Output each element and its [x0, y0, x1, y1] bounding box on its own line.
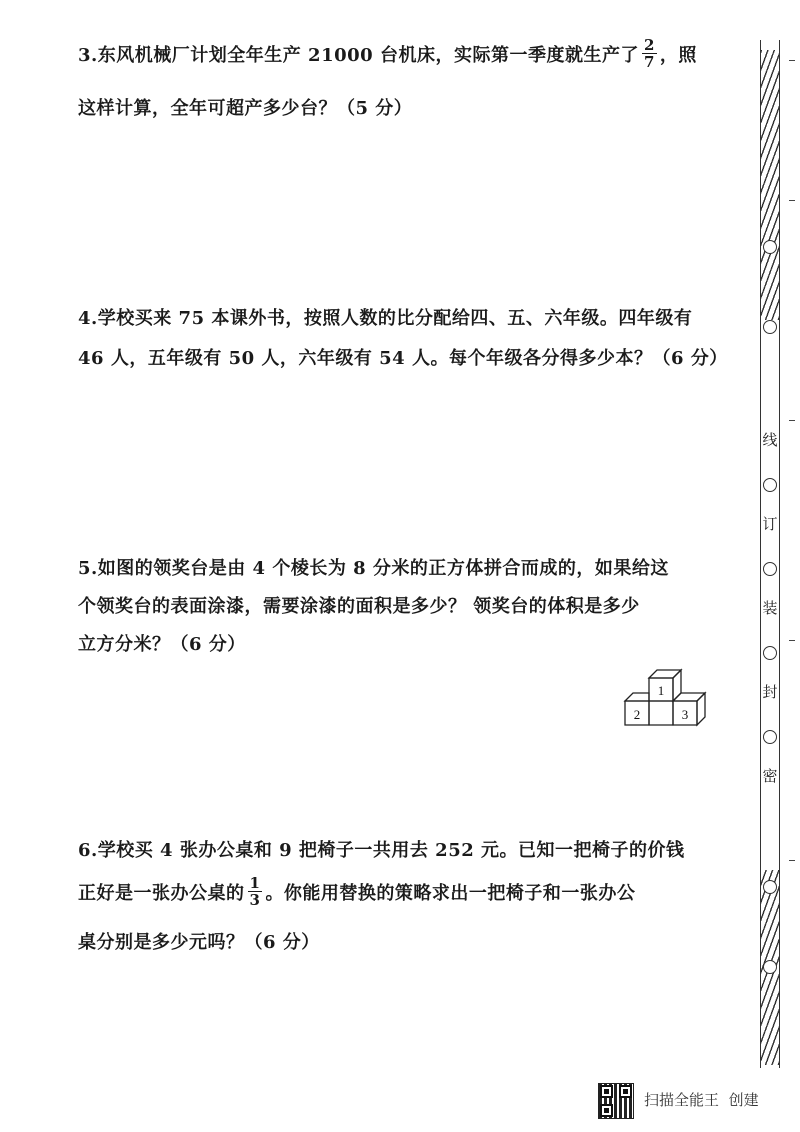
- binding-circle: [763, 646, 777, 660]
- binding-strip: [760, 40, 780, 1068]
- binding-char-xian: 线: [762, 431, 778, 449]
- edge-tick: [789, 420, 795, 421]
- qr-finder: [600, 1104, 613, 1117]
- podium-figure: [620, 665, 720, 735]
- binding-circle: [763, 730, 777, 744]
- question-6-line-2: [78, 874, 636, 910]
- binding-circle: [763, 960, 777, 974]
- binding-char-ding: 订: [762, 515, 778, 533]
- podium-cube-2-top: [625, 693, 649, 701]
- question-6-text-b: 。你能用替换的策略求出一把椅子和一张办公: [265, 883, 636, 904]
- fraction-denominator: 7: [643, 53, 655, 71]
- podium-label-1: 1: [657, 683, 665, 698]
- question-5-line-3: 立方分米？（6 分）: [78, 634, 246, 655]
- question-6-text-a: 正好是一张办公桌的: [78, 883, 245, 904]
- question-3-line-1: [78, 36, 697, 72]
- watermark-text: [644, 1089, 759, 1110]
- binding-margin: [745, 0, 795, 1075]
- fraction-two-sevenths: [642, 38, 657, 70]
- question-4-line-1: 4.学校买来 75 本课外书，按照人数的比分配给四、五、六年级。四年级有: [78, 308, 693, 329]
- binding-circle: [763, 320, 777, 334]
- qr-finder: [600, 1085, 613, 1098]
- binding-char-zhuang: 装: [762, 599, 778, 617]
- binding-circle: [763, 240, 777, 254]
- question-4-line-2: 46 人，五年级有 50 人，六年级有 54 人。每个年级各分得多少本？（6 分）: [78, 348, 728, 369]
- podium-cube-base: [649, 701, 673, 725]
- watermark-app-name: 扫描全能王: [644, 1091, 720, 1109]
- fraction-denominator: 3: [249, 891, 261, 909]
- podium-label-3: 3: [681, 707, 689, 722]
- podium-cube-3-side: [697, 693, 705, 725]
- binding-circle: [763, 478, 777, 492]
- podium-label-2: 2: [633, 707, 641, 722]
- edge-tick: [789, 640, 795, 641]
- fraction-numerator: 2: [643, 36, 655, 54]
- question-3-text-b: ，照: [659, 45, 697, 66]
- question-3-text-a: 3.东风机械厂计划全年生产 21000 台机床，实际第一季度就生产了: [78, 45, 639, 66]
- binding-circle: [763, 880, 777, 894]
- question-5-line-1: 5.如图的领奖台是由 4 个棱长为 8 分米的正方体拼合而成的，如果给这: [78, 558, 669, 579]
- qr-code-icon: [598, 1083, 634, 1119]
- question-6-line-3: 桌分别是多少元吗？（6 分）: [78, 932, 320, 953]
- binding-char-mi: 密: [762, 767, 778, 785]
- question-6-line-1: 6.学校买 4 张办公桌和 9 把椅子一共用去 252 元。已知一把椅子的价钱: [78, 840, 685, 861]
- fraction-one-third: [248, 876, 263, 908]
- binding-char-feng: 封: [762, 683, 778, 701]
- fraction-numerator: 1: [249, 874, 261, 892]
- question-5-line-2: 个领奖台的表面涂漆，需要涂漆的面积是多少？ 领奖台的体积是多少: [78, 596, 640, 617]
- qr-finder: [619, 1085, 632, 1098]
- edge-tick: [789, 200, 795, 201]
- edge-tick: [789, 60, 795, 61]
- binding-hatch-top: [761, 50, 779, 320]
- edge-tick: [789, 860, 795, 861]
- binding-circle: [763, 562, 777, 576]
- watermark-action: 创建: [728, 1091, 759, 1109]
- question-3-line-2: 这样计算，全年可超产多少台？（5 分）: [78, 98, 413, 119]
